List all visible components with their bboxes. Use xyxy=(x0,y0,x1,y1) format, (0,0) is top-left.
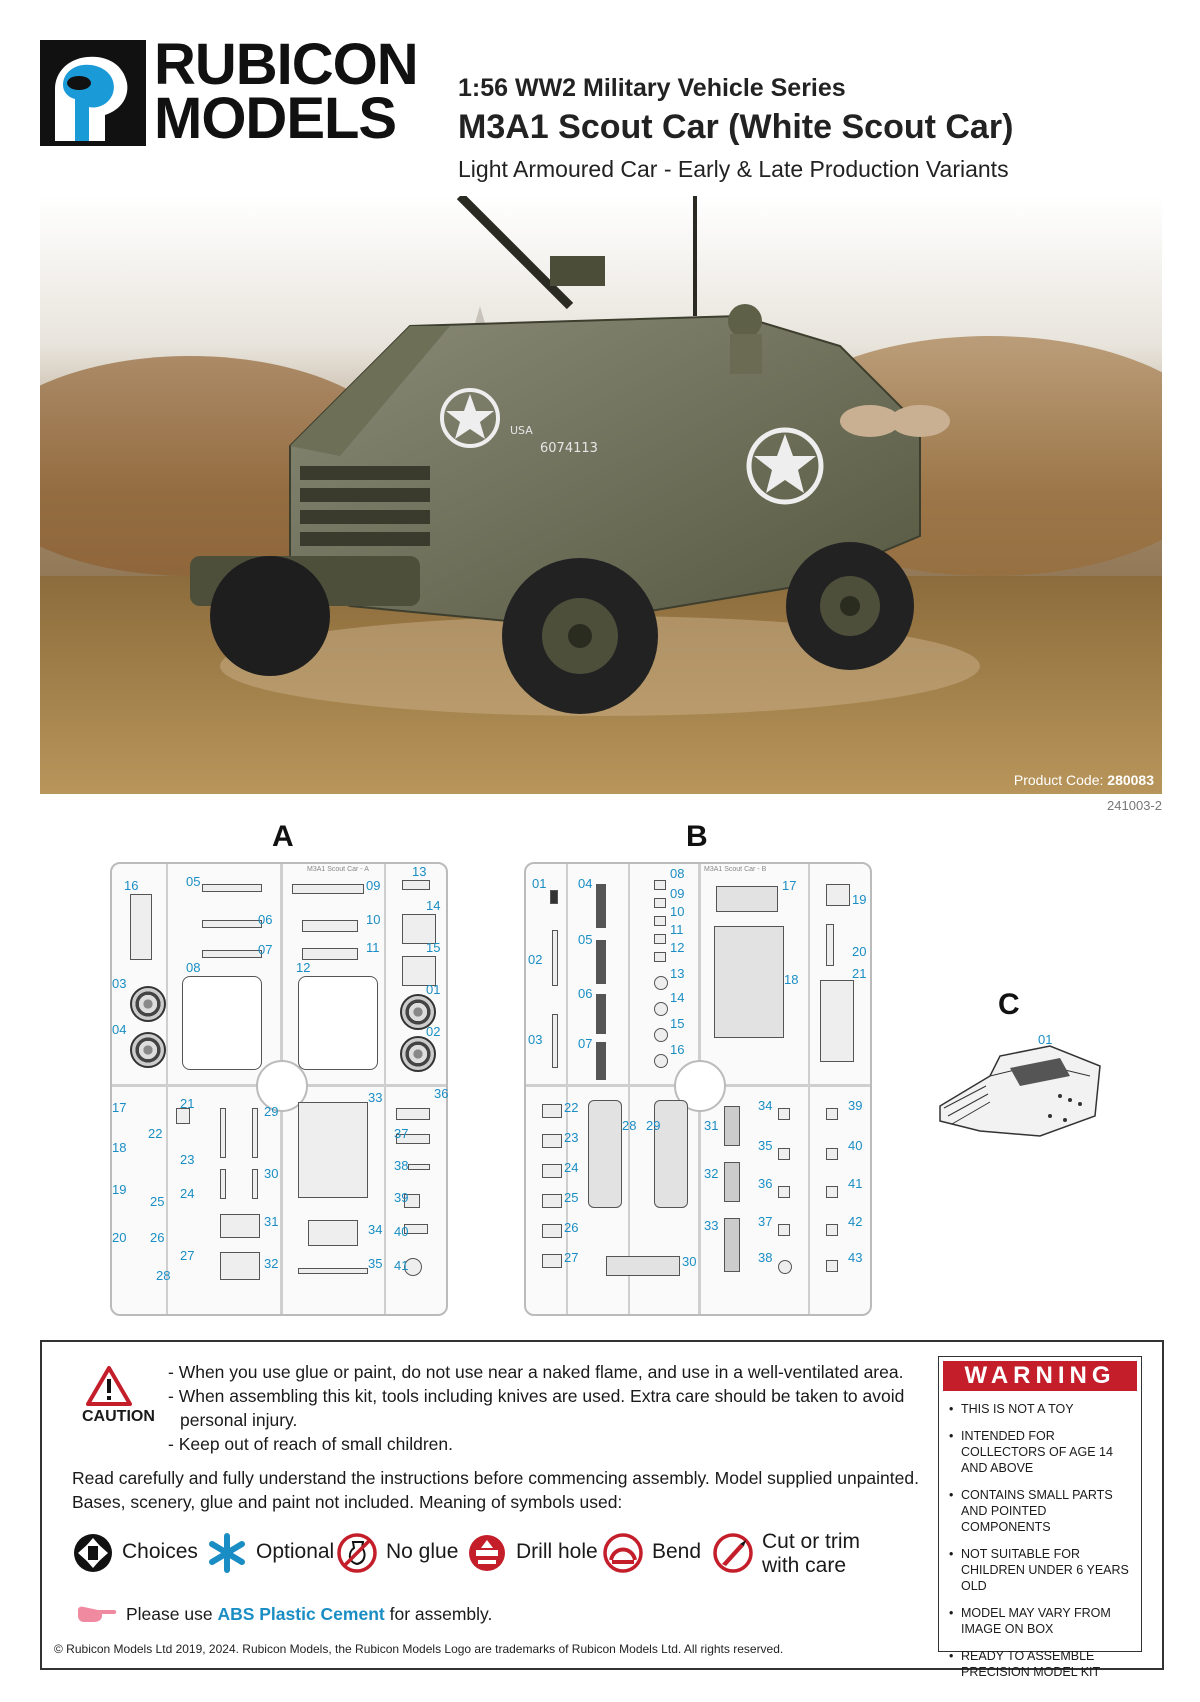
sprue-a-runner xyxy=(166,864,168,1314)
sprue-part xyxy=(542,1164,562,1178)
vehicle-marking-number: 6074113 xyxy=(540,441,598,456)
caution-line: - When assembling this kit, tools including knives are used. Extra care should be taken to avoid personal injury. xyxy=(168,1386,905,1430)
hero-artwork xyxy=(40,196,1162,794)
part-number: 14 xyxy=(426,898,441,913)
sprue-part xyxy=(654,898,666,908)
drill-hole-icon xyxy=(466,1532,508,1574)
sprue-wheel xyxy=(130,1032,166,1068)
part-number: 08 xyxy=(186,960,201,975)
sprue-part xyxy=(298,1102,368,1198)
pointing-hand-icon xyxy=(76,1604,118,1624)
sprue-part xyxy=(714,926,784,1038)
part-number: 40 xyxy=(394,1224,409,1239)
sprue-part xyxy=(396,1108,430,1120)
cement-product: ABS Plastic Cement xyxy=(217,1604,385,1624)
sprue-part xyxy=(182,976,262,1070)
symbol-legend xyxy=(72,1528,932,1588)
part-number: 33 xyxy=(368,1090,383,1105)
part-number: 08 xyxy=(670,866,685,881)
sprue-part xyxy=(552,930,558,986)
sprue-part xyxy=(778,1108,790,1120)
part-number: 37 xyxy=(394,1126,409,1141)
part-number: 34 xyxy=(368,1222,383,1237)
vehicle-marking-usa: USA xyxy=(510,424,533,437)
sprue-part xyxy=(298,1268,368,1274)
sprue-part xyxy=(778,1224,790,1236)
model-subtitle: Light Armoured Car - Early & Late Production Variants xyxy=(458,156,1009,182)
part-number: 38 xyxy=(394,1158,409,1173)
sprue-part xyxy=(220,1252,260,1280)
sprue-part xyxy=(202,884,262,892)
series-title: 1:56 WW2 Military Vehicle Series xyxy=(458,74,846,102)
cement-pre: Please use xyxy=(126,1604,218,1624)
part-number: 13 xyxy=(670,966,685,981)
sprue-part xyxy=(252,1108,258,1158)
part-number: 25 xyxy=(564,1190,579,1205)
part-number: 01 xyxy=(532,876,547,891)
part-number: 21 xyxy=(180,1096,195,1111)
sprue-part xyxy=(542,1104,562,1118)
part-number: 22 xyxy=(564,1100,579,1115)
part-number: 32 xyxy=(704,1166,719,1181)
part-number: 24 xyxy=(564,1160,579,1175)
asterisk-icon xyxy=(206,1532,248,1574)
warning-box xyxy=(938,1356,1142,1679)
caution-line: - Keep out of reach of small children. xyxy=(168,1434,454,1454)
sprue-part xyxy=(596,1042,606,1080)
sprue-part xyxy=(654,952,666,962)
part-number: 11 xyxy=(366,940,380,955)
part-number: 12 xyxy=(670,940,685,955)
part-number: 43 xyxy=(848,1250,863,1265)
part-number: 41 xyxy=(848,1176,863,1191)
part-number: 35 xyxy=(368,1256,383,1271)
sprue-part xyxy=(654,880,666,890)
sprue-part xyxy=(654,1054,668,1068)
sprue-part xyxy=(654,1100,688,1208)
part-number: 39 xyxy=(848,1098,863,1113)
sprue-part xyxy=(724,1162,740,1202)
sprue-part xyxy=(724,1106,740,1146)
sprue-part xyxy=(778,1186,790,1198)
part-number: 01 xyxy=(426,982,441,997)
choices-icon xyxy=(72,1532,114,1574)
cement-note xyxy=(126,1604,492,1625)
part-number: 34 xyxy=(758,1098,773,1113)
sprue-a-label: M3A1 Scout Car - A xyxy=(307,866,369,873)
part-number: 31 xyxy=(704,1118,719,1133)
part-number: 35 xyxy=(758,1138,773,1153)
symbol-label xyxy=(762,1530,860,1578)
sprue-part xyxy=(298,976,378,1070)
part-number: 09 xyxy=(366,878,381,893)
sprue-part xyxy=(220,1169,226,1199)
part-number: 14 xyxy=(670,990,685,1005)
part-number: 37 xyxy=(758,1214,773,1229)
sprue-part xyxy=(292,884,364,894)
symbol-label: Drill hole xyxy=(516,1540,598,1563)
sprue-part xyxy=(542,1194,562,1208)
symbol-label: No glue xyxy=(386,1540,459,1563)
sprue-part xyxy=(402,880,430,890)
sprue-part xyxy=(552,1014,558,1068)
sprue-a-frame xyxy=(110,862,448,1316)
sprue-part xyxy=(588,1100,622,1208)
info-panel xyxy=(40,1340,1164,1679)
rubicon-logo-mark xyxy=(40,40,146,146)
warning-title: WARNING xyxy=(943,1361,1137,1391)
part-number: 13 xyxy=(412,864,427,879)
part-number: 04 xyxy=(578,876,593,891)
symbol-label-line: with care xyxy=(762,1554,847,1577)
sprue-part xyxy=(202,950,262,958)
sprue-b-runner xyxy=(628,864,630,1314)
sprue-part xyxy=(826,924,834,966)
part-number: 28 xyxy=(156,1268,171,1283)
part-number: 29 xyxy=(264,1104,279,1119)
part-number: 12 xyxy=(296,960,311,975)
part-number: 27 xyxy=(180,1248,195,1263)
sprue-part xyxy=(596,884,606,928)
sprue-part xyxy=(202,920,262,928)
sprue-part xyxy=(826,884,850,906)
sprue-part xyxy=(596,994,606,1034)
sprue-b-label: M3A1 Scout Car - B xyxy=(704,866,767,873)
part-number: 27 xyxy=(564,1250,579,1265)
part-number: 18 xyxy=(784,972,799,987)
sprue-part xyxy=(596,940,606,984)
part-number: 01 xyxy=(1038,1032,1053,1047)
product-code xyxy=(1014,772,1154,788)
sprue-part xyxy=(826,1108,838,1120)
part-number: 16 xyxy=(124,878,139,893)
sprue-part xyxy=(778,1260,792,1274)
sprue-part xyxy=(654,1002,668,1016)
warning-list xyxy=(949,1401,1135,1691)
part-number: 02 xyxy=(528,952,543,967)
sprue-c-letter: C xyxy=(998,988,1020,1021)
part-number: 21 xyxy=(852,966,867,981)
part-number: 42 xyxy=(848,1214,863,1229)
part-number: 19 xyxy=(852,892,867,907)
sprue-part xyxy=(654,976,668,990)
warning-item: • CONTAINS SMALL PARTS AND POINTED COMPONENTS xyxy=(949,1487,1135,1535)
part-number: 36 xyxy=(758,1176,773,1191)
part-number: 31 xyxy=(264,1214,279,1229)
sprue-a-letter: A xyxy=(272,820,294,853)
caution-triangle-icon xyxy=(86,1366,132,1406)
part-number: 23 xyxy=(180,1152,195,1167)
symbol-label: Optional xyxy=(256,1540,335,1563)
sprue-part xyxy=(408,1164,430,1170)
sprue-part xyxy=(130,894,152,960)
part-number: 24 xyxy=(180,1186,195,1201)
part-number: 05 xyxy=(186,874,201,889)
part-number: 20 xyxy=(112,1230,127,1245)
part-number: 20 xyxy=(852,944,867,959)
sprue-part xyxy=(302,920,358,932)
sprue-part xyxy=(542,1134,562,1148)
sprue-part xyxy=(826,1148,838,1160)
part-number: 07 xyxy=(578,1036,593,1051)
bend-icon xyxy=(602,1532,644,1574)
sprue-part xyxy=(826,1224,838,1236)
part-number: 09 xyxy=(670,886,685,901)
sprue-wheel xyxy=(130,986,166,1022)
part-number: 26 xyxy=(564,1220,579,1235)
part-number: 10 xyxy=(366,912,381,927)
part-number: 15 xyxy=(670,1016,685,1031)
part-number: 17 xyxy=(782,878,797,893)
part-number: 23 xyxy=(564,1130,579,1145)
part-number: 26 xyxy=(150,1230,165,1245)
sprue-part xyxy=(220,1214,260,1238)
hull-icon xyxy=(930,1036,1110,1146)
part-number: 06 xyxy=(258,912,273,927)
sprue-part xyxy=(654,916,666,926)
caution-label: CAUTION xyxy=(82,1408,155,1425)
part-number: 10 xyxy=(670,904,685,919)
part-number: 22 xyxy=(148,1126,163,1141)
brand-line-1: RUBICON xyxy=(154,32,418,97)
sprue-part xyxy=(606,1256,680,1276)
part-number: 30 xyxy=(682,1254,697,1269)
rubicon-logo-icon xyxy=(45,45,141,141)
part-number: 02 xyxy=(426,1024,441,1039)
product-code-value: 280083 xyxy=(1107,772,1154,788)
instructions-note xyxy=(72,1466,952,1514)
copyright: © Rubicon Models Ltd 2019, 2024. Rubicon Models, the Rubicon Models Logo are trademarks of Rubicon Models Ltd. All rights reserved. xyxy=(54,1642,784,1656)
cement-post: for assembly. xyxy=(384,1604,493,1624)
part-number: 19 xyxy=(112,1182,127,1197)
caution-lines xyxy=(168,1360,928,1456)
symbol-label: Choices xyxy=(122,1540,198,1563)
part-number: 32 xyxy=(264,1256,279,1271)
part-number: 05 xyxy=(578,932,593,947)
sprue-part xyxy=(550,890,558,904)
scout-car-illustration xyxy=(40,196,1162,794)
sprue-part xyxy=(826,1260,838,1272)
warning-item: • MODEL MAY VARY FROM IMAGE ON BOX xyxy=(949,1605,1135,1637)
sprue-part xyxy=(302,948,358,960)
brand-wordmark xyxy=(154,32,418,151)
sprue-b-frame xyxy=(524,862,872,1316)
warning-item: • READY TO ASSEMBLE PRECISION MODEL KIT xyxy=(949,1648,1135,1680)
part-number: 30 xyxy=(264,1166,279,1181)
sprue-part xyxy=(654,1028,668,1042)
part-number: 11 xyxy=(670,922,684,937)
product-code-label: Product Code: xyxy=(1013,772,1104,788)
part-number: 28 xyxy=(622,1118,637,1133)
part-number: 07 xyxy=(258,942,273,957)
part-number: 03 xyxy=(528,1032,543,1047)
symbol-label: Bend xyxy=(652,1540,702,1563)
knife-icon xyxy=(712,1532,754,1574)
part-number: 04 xyxy=(112,1022,127,1037)
hull-part-c xyxy=(930,1032,1110,1146)
part-number: 25 xyxy=(150,1194,165,1209)
sprue-part xyxy=(716,886,778,912)
sprue-wheel xyxy=(400,1036,436,1072)
caution-line: - When you use glue or paint, do not use near a naked flame, and use in a well-ventilated area. xyxy=(168,1362,904,1382)
sprue-b-runner xyxy=(566,864,568,1314)
part-number: 03 xyxy=(112,976,127,991)
instructions-line: Bases, scenery, glue and paint not included. Meaning of symbols used: xyxy=(72,1492,623,1512)
warning-item: • NOT SUITABLE FOR CHILDREN UNDER 6 YEARS OLD xyxy=(949,1546,1135,1594)
sprue-part xyxy=(252,1169,258,1199)
brand-line-2: MODELS xyxy=(154,86,397,151)
part-number: 36 xyxy=(434,1086,449,1101)
sprue-part xyxy=(220,1108,226,1158)
sprue-part xyxy=(542,1224,562,1238)
part-number: 06 xyxy=(578,986,593,1001)
sprue-part xyxy=(654,934,666,944)
model-title: M3A1 Scout Car (White Scout Car) xyxy=(458,108,1014,146)
sprue-part xyxy=(778,1148,790,1160)
part-number: 17 xyxy=(112,1100,127,1115)
instructions-line: Read carefully and fully understand the instructions before commencing assembly. Model supplied unpainted. xyxy=(72,1468,919,1488)
part-number: 41 xyxy=(394,1258,409,1273)
part-number: 33 xyxy=(704,1218,719,1233)
symbol-label-line: Cut or trim xyxy=(762,1530,861,1553)
part-number: 29 xyxy=(646,1118,661,1133)
part-number: 16 xyxy=(670,1042,685,1057)
warning-item: • INTENDED FOR COLLECTORS OF AGE 14 AND ABOVE xyxy=(949,1428,1135,1476)
sprue-part xyxy=(826,1186,838,1198)
sprue-part xyxy=(308,1220,358,1246)
sprue-b-runner xyxy=(808,864,810,1314)
no-glue-icon xyxy=(336,1532,378,1574)
sprue-part xyxy=(820,980,854,1062)
part-number: 15 xyxy=(426,940,441,955)
part-number: 18 xyxy=(112,1140,127,1155)
part-number: 38 xyxy=(758,1250,773,1265)
part-number: 39 xyxy=(394,1190,409,1205)
document-code: 241003-2 xyxy=(1107,798,1162,813)
part-number: 40 xyxy=(848,1138,863,1153)
sprue-a-runner xyxy=(384,864,386,1314)
sprue-b-letter: B xyxy=(686,820,708,853)
sprue-part xyxy=(542,1254,562,1268)
sprue-part xyxy=(724,1218,740,1272)
warning-item: • THIS IS NOT A TOY xyxy=(949,1401,1135,1417)
